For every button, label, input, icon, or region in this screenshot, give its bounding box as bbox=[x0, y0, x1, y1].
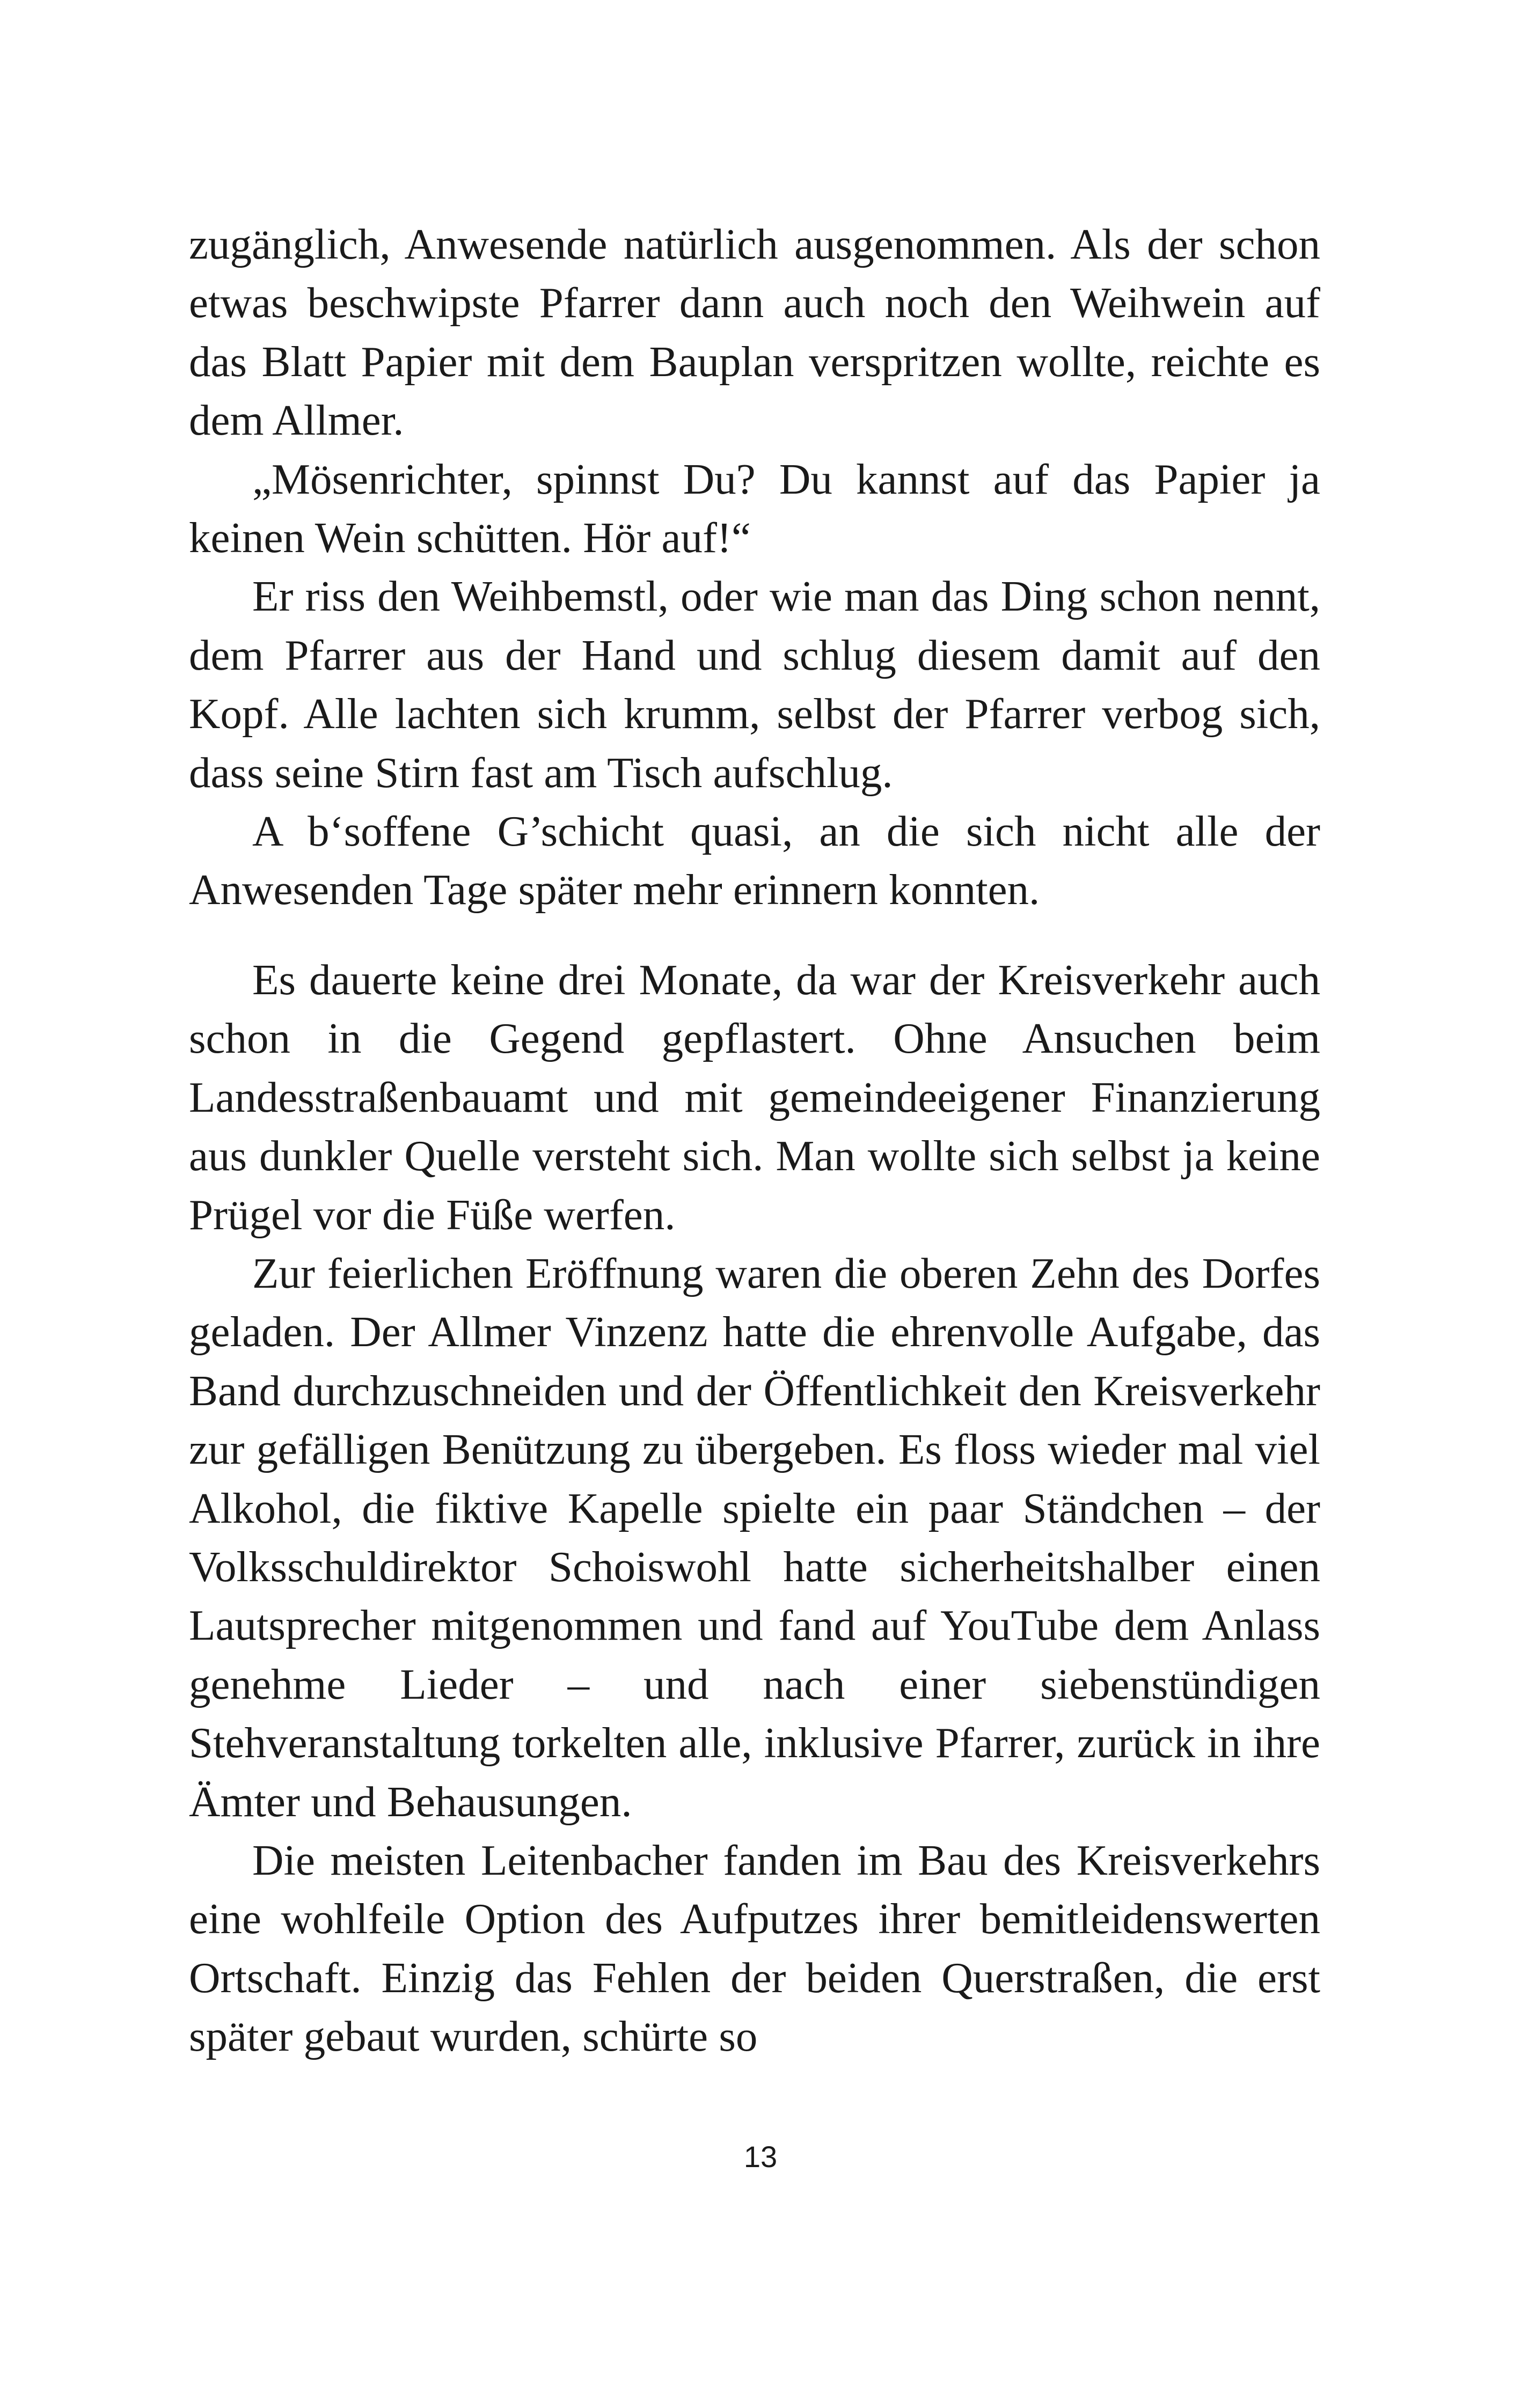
paragraph: A b‘soffene G’schicht quasi, an die sich nicht alle der Anwesenden Tage später mehr erinnern konnten. bbox=[189, 807, 1320, 914]
paragraph: Er riss den Weihbemstl, oder wie man das Ding schon nennt, dem Pfarrer aus der Hand und schlug diesem damit auf den Kopf. Alle lachten sich krumm, selbst der Pfarrer verbog sich, dass seine Stirn fast am Tisch aufschlug. bbox=[189, 572, 1320, 797]
paragraph-continuation: zugänglich, Anwesende natürlich ausgenommen. Als der schon etwas beschwipste Pfarrer dann auch noch den Weihwein auf das Blatt Papier mit dem Bauplan verspritzen wollte, reichte es dem Allmer. bbox=[189, 220, 1320, 445]
paragraph: Zur feierlichen Eröffnung waren die oberen Zehn des Dorfes geladen. Der Allmer Vinzenz hatte die ehrenvolle Aufgabe, das Band durchzuschneiden und der Öffentlichkeit den Kreisverkehr zur gefälligen Benützung zu übergeben. Es floss wieder mal viel Alkohol, die fiktive Kapelle spielte ein paar Ständchen – der Volksschuldirektor Schoiswohl hatte sicherheitshalber einen Lautsprecher mitgenommen und fand auf YouTube dem Anlass genehme Lieder – und nach einer siebenstündigen Stehveranstaltung torkelten alle, inklusive Pfarrer, zurück in ihre Ämter und Behausungen. bbox=[189, 1249, 1320, 1826]
page-number: 13 bbox=[743, 2140, 778, 2174]
paragraph: Die meisten Leitenbacher fanden im Bau des Kreisverkehrs eine wohlfeile Option des Aufputzes ihrer bemitleidenswerten Ortschaft. Einzig das Fehlen der beiden Querstraßen, die erst später gebaut wurden, schürte so bbox=[189, 1836, 1320, 2061]
paragraph-quote: „Mösenrichter, spinnst Du? Du kannst auf das Papier ja keinen Wein schütten. Hör auf!“ bbox=[189, 454, 1320, 562]
paragraph-section-start: Es dauerte keine drei Monate, da war der Kreisverkehr auch schon in die Gegend gepflastert. Ohne Ansuchen beim Landesstraßenbauamt und mit gemeindeeigener Finanzierung aus dunkler Quelle versteht sich. Man wollte sich selbst ja keine Prügel vor die Füße werfen. bbox=[189, 955, 1320, 1239]
body-text bbox=[189, 215, 1320, 2066]
